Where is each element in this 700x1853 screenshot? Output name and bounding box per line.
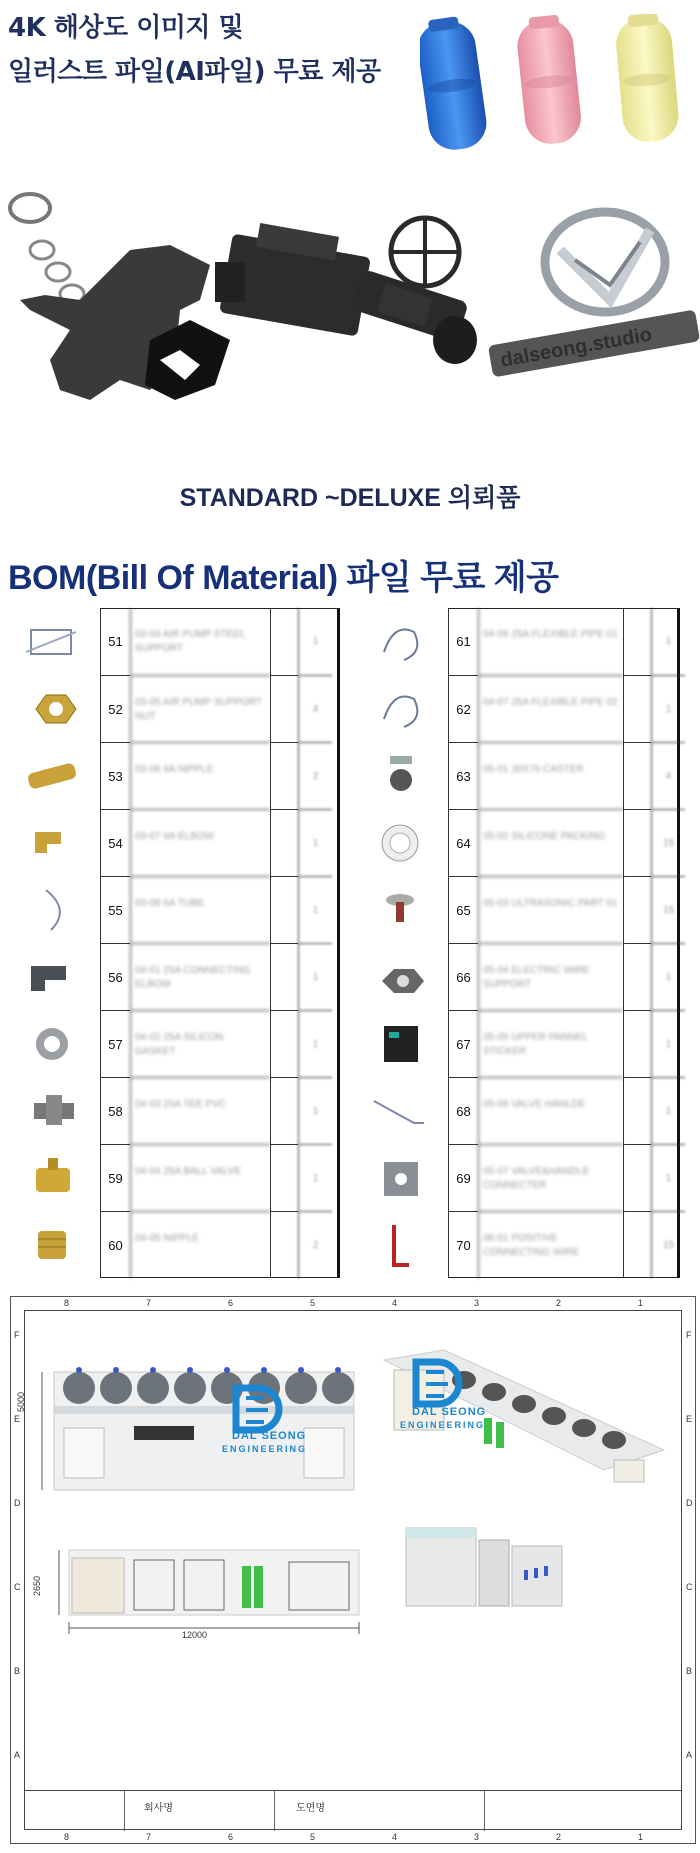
zone-label: F <box>686 1330 692 1340</box>
bom-row <box>0 1077 340 1144</box>
title-block-divider-2 <box>274 1791 275 1831</box>
bom-item-name: 04-01 25A CONNECTING ELBOW <box>130 943 270 1010</box>
bom-item-number: 62 <box>448 675 478 742</box>
bom-item-qty: 1 <box>651 675 685 742</box>
tube-icon <box>6 880 98 939</box>
bom-row <box>0 1211 340 1278</box>
bom-item-number: 53 <box>100 742 130 809</box>
bom-item-number: 52 <box>100 675 130 742</box>
bom-item-name: 05-06 VALVE HANLDE <box>478 1077 623 1144</box>
bom-item-name: 03-08 6A TUBE <box>130 876 270 943</box>
zone-label: A <box>686 1750 693 1760</box>
drawing-views <box>24 1310 682 1790</box>
bom-item-spacer <box>623 1010 651 1077</box>
bom-row <box>0 675 340 742</box>
hero-title-line1: 4K 해상도 이미지 및 <box>8 13 244 43</box>
zone-label: B <box>686 1666 693 1676</box>
zone-label: 2 <box>556 1298 562 1308</box>
bracket-icon <box>6 612 98 671</box>
bom-table-left <box>0 608 340 1278</box>
bom-item-qty: 2 <box>298 742 332 809</box>
zone-label: 8 <box>64 1832 70 1842</box>
zone-label: 4 <box>392 1832 398 1842</box>
bom-item-number: 63 <box>448 742 478 809</box>
zone-label: 3 <box>474 1832 480 1842</box>
bottle-renders <box>420 14 700 174</box>
bom-item-number: 70 <box>448 1211 478 1278</box>
bom-item-number: 58 <box>100 1077 130 1144</box>
svg-text:dalseong.studio: dalseong.studio <box>498 323 654 372</box>
zone-label: B <box>14 1666 21 1676</box>
wire-icon <box>354 1215 446 1274</box>
bom-item-qty: 1 <box>651 608 685 675</box>
bom-item-qty: 2 <box>298 1211 332 1278</box>
bom-item-name: 05-02 SILICONE PACKING <box>478 809 623 876</box>
bom-row <box>348 608 688 675</box>
bom-item-spacer <box>270 1211 298 1278</box>
ball-valve-icon <box>6 1148 98 1207</box>
bom-item-qty: 1 <box>298 1010 332 1077</box>
bom-item-name: 05-03 ULTRASONIC PART 01 <box>478 876 623 943</box>
bom-item-number: 57 <box>100 1010 130 1077</box>
caster-icon <box>354 746 446 805</box>
bom-item-qty: 1 <box>651 1010 685 1077</box>
connector-bracket-icon <box>354 1148 446 1207</box>
logo-sub-1: ENGINEERING <box>222 1444 308 1454</box>
valve-handle-icon <box>354 1081 446 1140</box>
zone-label: C <box>14 1582 21 1592</box>
dim-height-bottom: 2650 <box>32 1575 42 1596</box>
zone-label: D <box>14 1498 21 1508</box>
elbow-pipe-icon <box>6 947 98 1006</box>
bom-item-name: 03-06 6A NIPPLE <box>130 742 270 809</box>
logo-text-2: DAL SEONG <box>412 1406 487 1418</box>
bom-item-name: 03-04 AIR PUMP STEEL SUPPORT <box>130 608 270 675</box>
bom-row <box>0 1144 340 1211</box>
bom-item-spacer <box>270 876 298 943</box>
bom-item-name: 06-01 POSITIVE CONNECTING WIRE <box>478 1211 623 1278</box>
bom-item-spacer <box>623 943 651 1010</box>
bom-row <box>348 1077 688 1144</box>
bom-item-qty: 1 <box>651 1144 685 1211</box>
bom-item-name: 04-04 25A BALL VALVE <box>130 1144 270 1211</box>
bom-item-spacer <box>270 1077 298 1144</box>
dal-seong-logo-icon-2 <box>408 1358 468 1408</box>
zone-label: 8 <box>64 1298 70 1308</box>
bom-item-number: 51 <box>100 608 130 675</box>
logo-sub-2: ENGINEERING <box>400 1420 486 1430</box>
bom-item-spacer <box>623 1077 651 1144</box>
zone-label: 3 <box>474 1298 480 1308</box>
hero-title <box>8 6 381 94</box>
zone-label: 5 <box>310 1832 316 1842</box>
yellow-bottle-icon <box>614 14 681 144</box>
threaded-nipple-icon <box>6 1215 98 1274</box>
company-name-label: 회사명 <box>144 1803 173 1814</box>
bom-item-name: 05-04 ELECTRIC WIRE SUPPORT <box>478 943 623 1010</box>
bom-item-qty: 1 <box>298 809 332 876</box>
bom-item-number: 60 <box>100 1211 130 1278</box>
bom-item-spacer <box>270 1144 298 1211</box>
bom-item-name: 05-01 30X76 CASTER <box>478 742 623 809</box>
bom-row <box>348 876 688 943</box>
chrome-emblem-icon <box>545 212 665 312</box>
bom-item-number: 56 <box>100 943 130 1010</box>
dal-seong-logo-icon <box>228 1384 288 1434</box>
bom-item-spacer <box>623 1211 651 1278</box>
bom-item-number: 66 <box>448 943 478 1010</box>
bom-item-spacer <box>623 608 651 675</box>
zone-label: 1 <box>638 1298 644 1308</box>
zone-label: E <box>14 1414 21 1424</box>
pink-bottle-icon <box>514 14 583 146</box>
bom-item-qty: 15 <box>651 876 685 943</box>
gasket-icon <box>6 1014 98 1073</box>
product-renders <box>0 190 700 470</box>
hex-nut-icon <box>6 679 98 738</box>
bom-item-qty: 1 <box>651 1077 685 1144</box>
bom-item-qty: 4 <box>651 742 685 809</box>
zone-label: 2 <box>556 1832 562 1842</box>
zone-label: C <box>686 1582 693 1592</box>
bom-item-spacer <box>270 809 298 876</box>
bom-item-qty: 1 <box>651 943 685 1010</box>
elbow-icon <box>6 813 98 872</box>
bom-item-qty: 1 <box>298 876 332 943</box>
bom-item-spacer <box>270 943 298 1010</box>
panel-sticker-icon <box>354 1014 446 1073</box>
iso-view-bottom <box>406 1528 562 1606</box>
bom-row <box>0 809 340 876</box>
zone-label: 1 <box>638 1832 644 1842</box>
bom-item-spacer <box>270 608 298 675</box>
dim-height-top: 5000 <box>16 1391 26 1412</box>
zone-label: E <box>686 1414 693 1424</box>
bom-item-qty: 1 <box>298 608 332 675</box>
hero-caption: STANDARD ~DELUXE 의뢰품 <box>179 484 521 512</box>
bom-item-qty: 1 <box>298 1077 332 1144</box>
valve-assembly-icon <box>215 218 477 364</box>
bom-item-spacer <box>270 1010 298 1077</box>
zone-label: A <box>14 1750 21 1760</box>
drawing-name-label: 도면명 <box>296 1803 325 1814</box>
flex-pipe-icon <box>354 679 446 738</box>
bom-item-name: 05-07 VALVE&HANDLE CONNECTER <box>478 1144 623 1211</box>
bom-item-name: 04-03 25A TEE PVC <box>130 1077 270 1144</box>
bom-item-qty: 15 <box>651 1211 685 1278</box>
bom-row <box>348 742 688 809</box>
bom-item-number: 65 <box>448 876 478 943</box>
logo-text-1: DAL SEONG <box>232 1430 307 1442</box>
bom-item-number: 67 <box>448 1010 478 1077</box>
bom-row <box>0 943 340 1010</box>
zone-label: F <box>14 1330 20 1340</box>
tee-icon <box>6 1081 98 1140</box>
bom-item-name: 05-05 UPPER PANNEL STICKER <box>478 1010 623 1077</box>
bom-row <box>0 742 340 809</box>
zone-label: 4 <box>392 1298 398 1308</box>
bom-item-number: 55 <box>100 876 130 943</box>
bom-item-spacer <box>623 675 651 742</box>
zone-label: 7 <box>146 1832 152 1842</box>
bom-item-qty: 1 <box>298 943 332 1010</box>
bom-row <box>348 1144 688 1211</box>
bom-row <box>348 1211 688 1278</box>
bom-item-number: 61 <box>448 608 478 675</box>
flex-pipe-icon <box>354 612 446 671</box>
bom-item-spacer <box>270 742 298 809</box>
nipple-icon <box>6 746 98 805</box>
ultrasonic-part-icon <box>354 880 446 939</box>
front-view-top <box>42 1367 354 1490</box>
bom-item-spacer <box>623 1144 651 1211</box>
bom-item-number: 69 <box>448 1144 478 1211</box>
zone-label: 7 <box>146 1298 152 1308</box>
bom-heading: BOM(Bill Of Material) 파일 무료 제공 <box>8 559 559 597</box>
3d-lettering-icon <box>488 309 700 377</box>
front-view-bottom <box>59 1550 359 1634</box>
bom-row <box>0 876 340 943</box>
title-block-divider-1 <box>124 1791 125 1831</box>
bom-item-name: 04-07 25A FLEXIBLE PIPE 02 <box>478 675 623 742</box>
bom-row <box>0 608 340 675</box>
packing-icon <box>354 813 446 872</box>
zone-label: 6 <box>228 1832 234 1842</box>
bom-item-name: 04-02 25A SILICON GASKET <box>130 1010 270 1077</box>
bom-item-qty: 1 <box>298 1144 332 1211</box>
lion-keyring-icon <box>20 245 230 400</box>
bom-item-qty: 15 <box>651 809 685 876</box>
bom-item-spacer <box>270 675 298 742</box>
bom-item-number: 54 <box>100 809 130 876</box>
bom-item-name: 03-05 AIR PUMP SUPPORT NUT <box>130 675 270 742</box>
bom-item-qty: 4 <box>298 675 332 742</box>
bom-item-number: 64 <box>448 809 478 876</box>
bom-row <box>348 943 688 1010</box>
zone-label: 5 <box>310 1298 316 1308</box>
dim-width: 12000 <box>182 1630 208 1640</box>
bom-item-name: 03-07 6A ELBOW <box>130 809 270 876</box>
hero-section <box>0 0 700 540</box>
bom-row <box>0 1010 340 1077</box>
bom-row <box>348 809 688 876</box>
title-block-divider-3 <box>484 1791 485 1831</box>
bom-item-name: 04-06 25A FLEXIBLE PIPE 01 <box>478 608 623 675</box>
bom-row <box>348 1010 688 1077</box>
bom-item-spacer <box>623 809 651 876</box>
bom-item-spacer <box>623 876 651 943</box>
keyring-icon <box>10 194 84 303</box>
zone-label: 6 <box>228 1298 234 1308</box>
title-block <box>24 1790 682 1831</box>
bom-item-spacer <box>623 742 651 809</box>
zone-label: D <box>686 1498 693 1508</box>
drawing-sheet <box>10 1296 696 1844</box>
bom-item-number: 59 <box>100 1144 130 1211</box>
hero-title-line2: 일러스트 파일(AI파일) 무료 제공 <box>8 57 381 87</box>
bom-item-name: 04-05 NIPPLE <box>130 1211 270 1278</box>
bom-row <box>348 675 688 742</box>
wire-support-icon <box>354 947 446 1006</box>
bom-item-number: 68 <box>448 1077 478 1144</box>
blue-bottle-icon <box>420 14 490 153</box>
bom-table-right <box>348 608 688 1278</box>
